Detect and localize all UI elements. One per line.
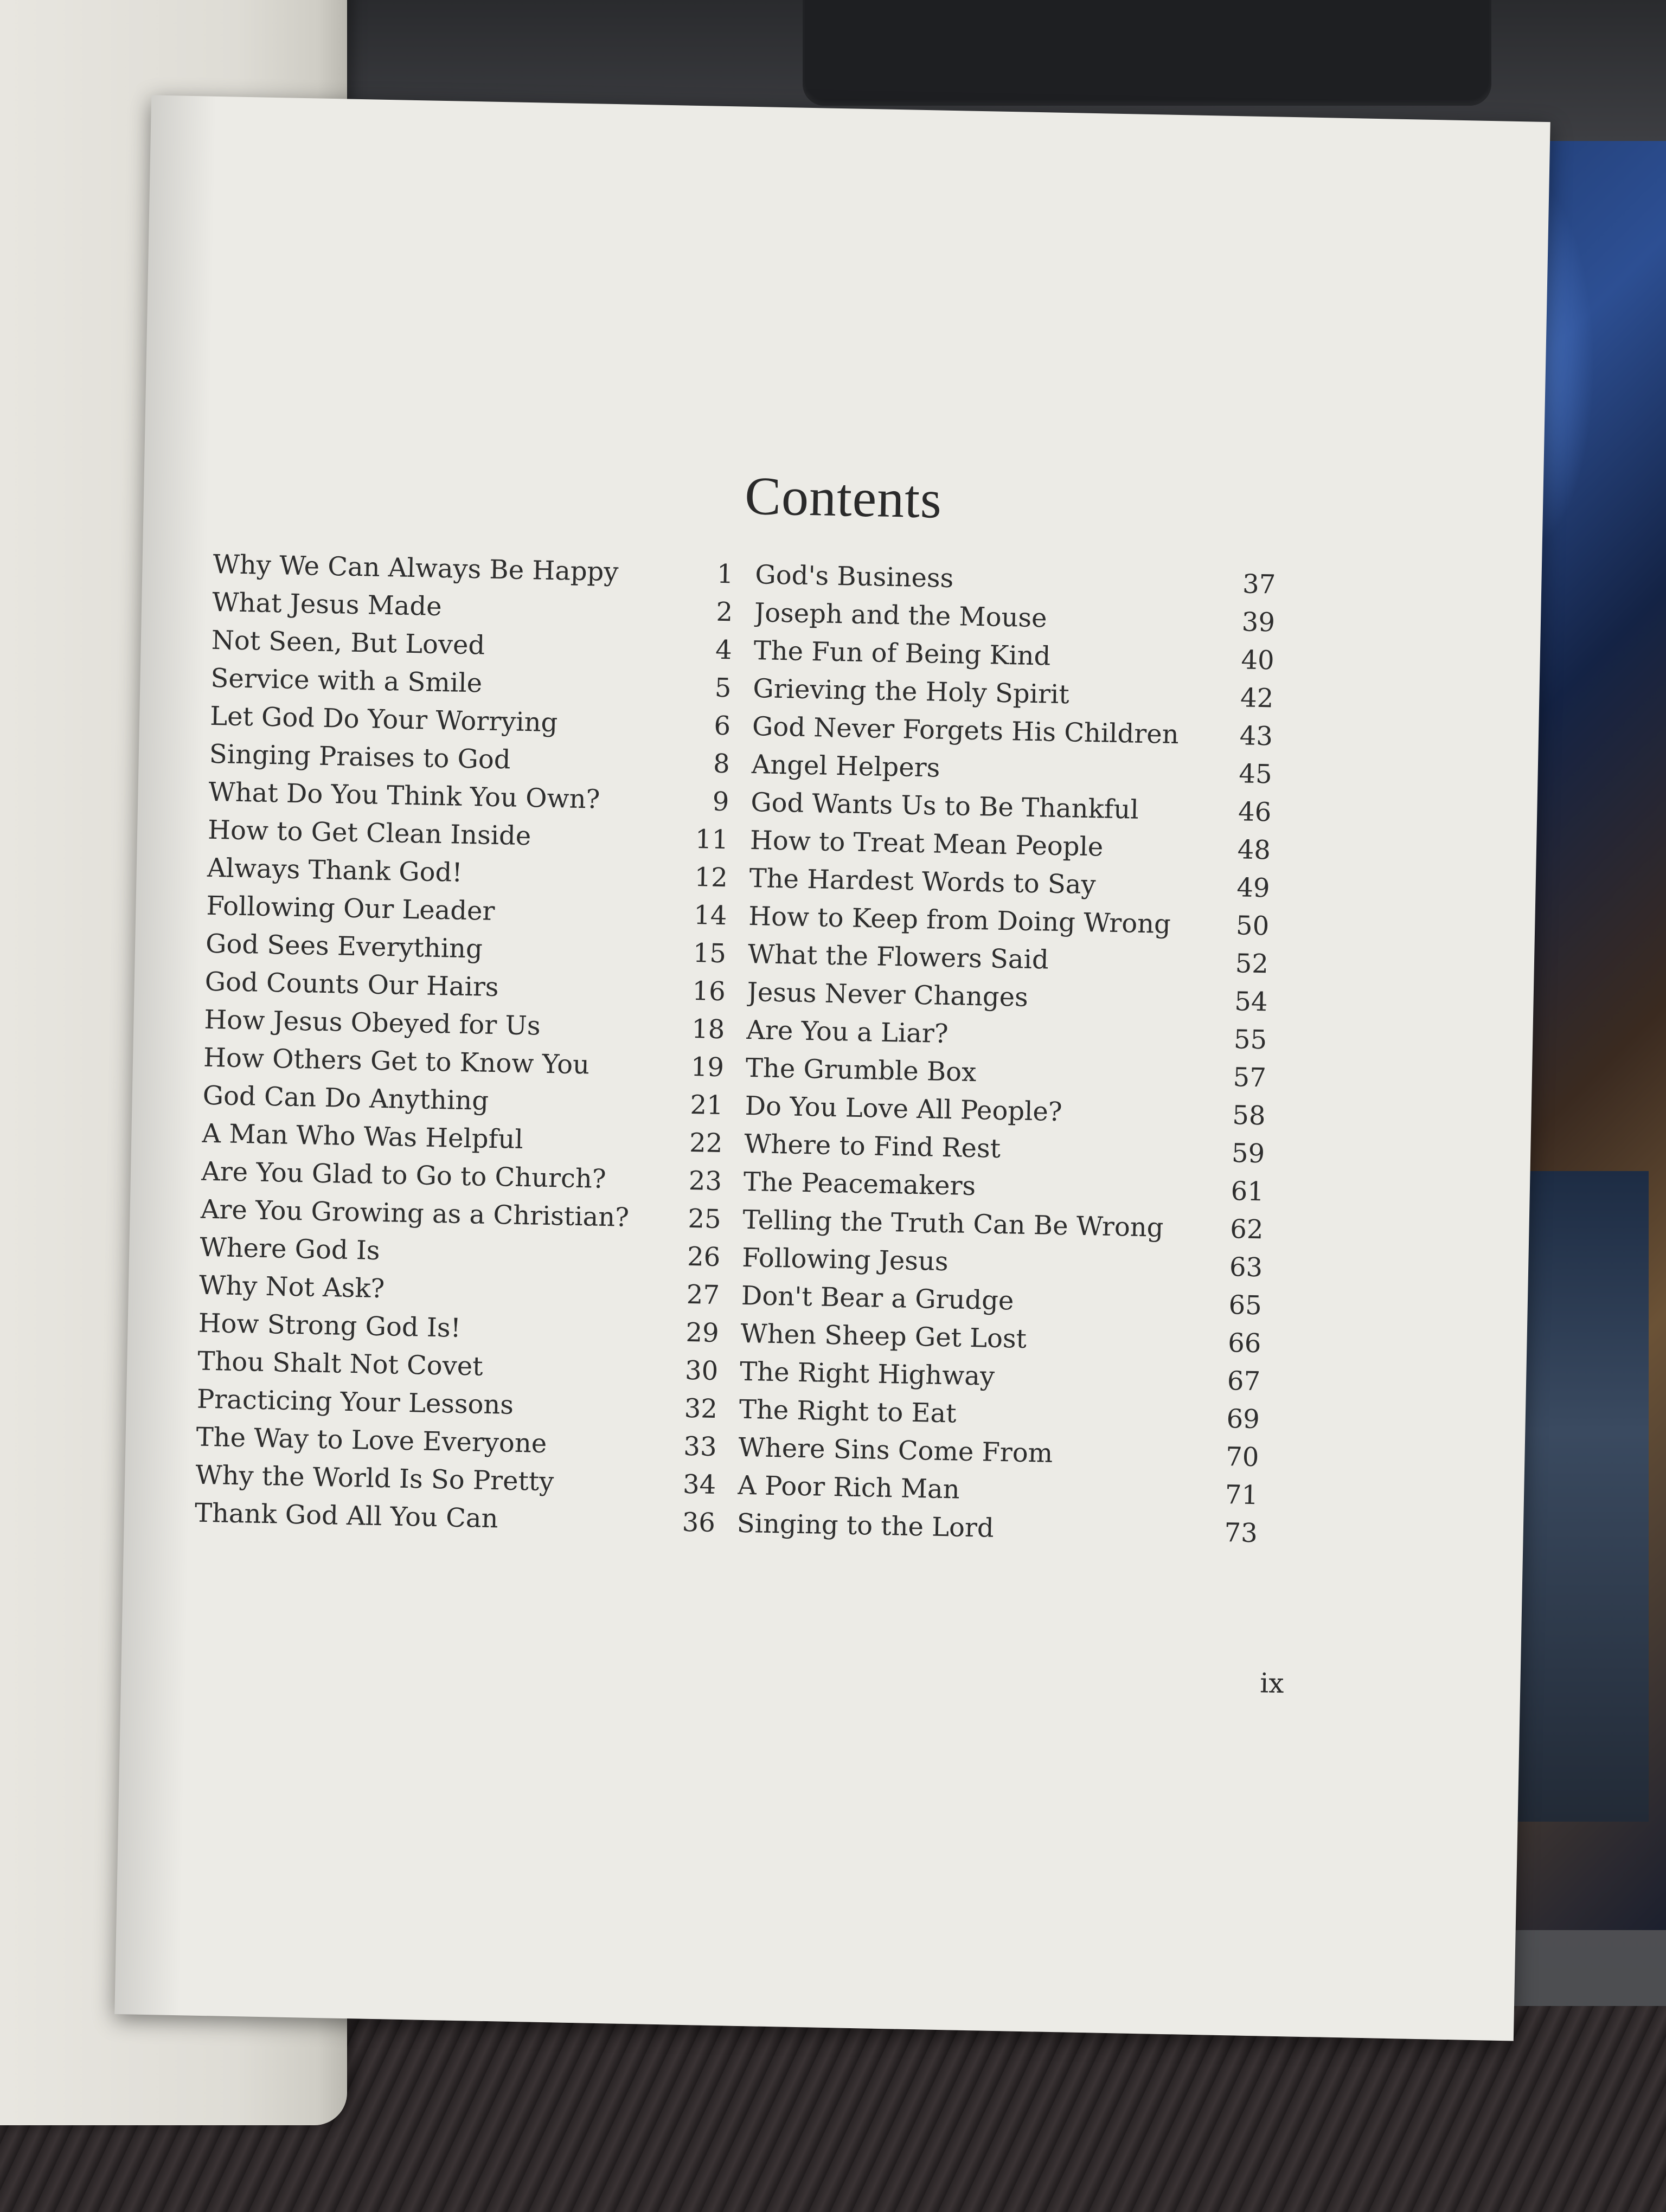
toc-entry-page: 58 [1232,1100,1266,1131]
toc-entry-page: 29 [685,1317,720,1349]
toc-entry-page: 16 [692,976,726,1007]
toc-entry-page: 54 [1234,986,1268,1018]
toc-entry-page: 39 [1241,607,1276,638]
toc-entry-title: Do You Love All People? [745,1090,1063,1128]
toc-entry-title: What Jesus Made [212,587,443,622]
toc-entry-title: God Sees Everything [205,928,483,964]
toc-entry-page: 63 [1229,1252,1263,1283]
toc-entry-page: 40 [1240,645,1275,676]
toc-entry-title: Angel Helpers [751,749,940,783]
toc-entry-page: 48 [1237,834,1271,866]
toc-entry-page: 1 [716,558,734,590]
toc-entry-title: Jesus Never Changes [747,976,1029,1013]
toc-entry-title: Thank God All You Can [194,1497,498,1534]
toc-entry-page: 69 [1226,1404,1260,1435]
page-title: Contents [744,465,943,530]
toc-entry-page: 11 [695,824,729,856]
toc-entry-page: 46 [1238,796,1272,828]
toc-entry-title: The Hardest Words to Say [749,863,1097,901]
toc-entry-page: 73 [1224,1517,1258,1549]
toc-entry-title: Thou Shalt Not Covet [197,1346,484,1382]
toc-entry-page: 45 [1238,758,1273,790]
toc-entry-page: 71 [1225,1480,1259,1511]
page-number: ix [1259,1667,1285,1700]
toc-entry-title: The Fun of Being Kind [753,635,1051,672]
toc-entry-title: Following Jesus [741,1242,949,1277]
toc-entry-title: Are You Glad to Go to Church? [201,1156,607,1195]
toc-entry-title: The Right to Eat [739,1394,957,1429]
toc-entry-page: 18 [691,1014,725,1045]
toc-entry-title: Let God Do Your Worrying [209,700,558,738]
toc-entry-title: How Others Get to Know You [203,1042,590,1081]
toc-entry-title: Are You Growing as a Christian? [200,1194,630,1233]
toc-entry-page: 15 [693,938,727,969]
toc-entry-title: Always Thank God! [207,852,463,888]
toc-entry-title: God Never Forgets His Children [752,711,1180,750]
toc-entry-title: Why the World Is So Pretty [195,1459,554,1497]
toc-entry-title: Telling the Truth Can Be Wrong [742,1204,1164,1243]
toc-entry-page: 59 [1231,1138,1265,1169]
toc-entry-page: 32 [684,1393,718,1425]
toc-entry-page: 19 [690,1051,725,1083]
toc-entry-page: 25 [687,1203,722,1235]
toc-entry-page: 70 [1225,1442,1259,1473]
toc-entry-page: 34 [682,1469,716,1501]
toc-entry-title: Why Not Ask? [198,1270,385,1304]
toc-entry-title: How Jesus Obeyed for Us [203,1004,541,1041]
toc-entry-title: Joseph and the Mouse [754,597,1048,634]
toc-entry-page: 36 [682,1507,716,1538]
toc-entry-title: Singing Praises to God [209,738,511,775]
toc-entry-title: Practicing Your Lessons [196,1384,514,1420]
contents-page [114,95,1550,2041]
toc-entry-page: 67 [1227,1366,1261,1397]
toc-entry-title: The Right Highway [739,1356,995,1392]
toc-entry-page: 66 [1227,1328,1261,1359]
toc-entry-page: 61 [1231,1176,1265,1207]
toc-entry-title: The Grumble Box [745,1052,977,1088]
toc-entry-title: A Poor Rich Man [737,1470,960,1505]
toc-entry-page: 37 [1242,569,1276,600]
toc-entry-title: Following Our Leader [206,890,495,927]
toc-entry-title: God Counts Our Hairs [204,966,499,1003]
toc-entry-title: Are You a Liar? [746,1014,949,1050]
toc-entry-title: The Way to Love Everyone [196,1422,547,1459]
toc-entry-page: 8 [713,748,731,780]
toc-entry-title: God Can Do Anything [202,1080,489,1116]
toc-entry-title: Service with a Smile [210,663,483,699]
toc-entry-title: What the Flowers Said [747,938,1049,975]
toc-entry-title: Where God Is [199,1232,381,1266]
toc-entry-page: 14 [693,900,727,931]
toc-entry-title: Where Sins Come From [738,1432,1053,1469]
toc-entry-page: 52 [1235,948,1269,980]
toc-entry-page: 12 [694,862,728,893]
toc-entry-title: The Peacemakers [743,1166,976,1202]
toc-entry-title: Singing to the Lord [736,1508,995,1544]
toc-entry-page: 43 [1239,721,1273,752]
toc-entry-title: Where to Find Rest [744,1128,1001,1164]
toc-entry-page: 50 [1235,910,1270,942]
toc-entry-title: How to Keep from Doing Wrong [748,901,1171,940]
toc-entry-page: 9 [712,786,729,818]
toc-entry-page: 23 [688,1165,722,1197]
toc-entry-page: 2 [716,596,733,628]
toc-entry-page: 42 [1240,683,1274,714]
toc-entry-title: How to Get Clean Inside [207,814,531,852]
toc-entry-title: God Wants Us to Be Thankful [750,787,1139,825]
toc-entry-page: 6 [713,710,731,742]
toc-entry-title: Grieving the Holy Spirit [752,673,1070,710]
toc-entry-page: 26 [687,1241,721,1273]
toc-entry-page: 22 [689,1127,723,1159]
toc-entry-title: Why We Can Always Be Happy [213,549,619,588]
toc-entry-title: When Sheep Get Lost [740,1318,1027,1354]
laptop-trackpad [803,0,1491,106]
toc-entry-page: 5 [714,672,732,704]
toc-entry-page: 33 [683,1431,717,1463]
toc-entry-title: How to Treat Mean People [749,825,1104,863]
toc-entry-page: 65 [1228,1290,1263,1321]
toc-entry-page: 49 [1236,872,1271,904]
toc-entry-page: 4 [715,634,733,666]
toc-entry-page: 30 [684,1355,719,1387]
toc-entry-title: God's Business [754,560,954,594]
toc-entry-title: Don't Bear a Grudge [741,1280,1014,1316]
toc-column-left [194,549,734,1546]
toc-entry-page: 57 [1233,1062,1267,1094]
toc-entry-title: A Man Who Was Helpful [201,1118,524,1155]
toc-entry-page: 55 [1233,1024,1267,1056]
toc-column-right [736,560,1276,1556]
toc-entry-page: 62 [1229,1214,1264,1245]
toc-entry-title: Not Seen, But Loved [211,625,485,661]
toc-entry-page: 27 [686,1279,720,1311]
toc-entry-page: 21 [690,1089,724,1121]
toc-entry-title: How Strong God Is! [198,1308,462,1343]
toc-entry-title: What Do You Think You Own? [208,776,600,815]
